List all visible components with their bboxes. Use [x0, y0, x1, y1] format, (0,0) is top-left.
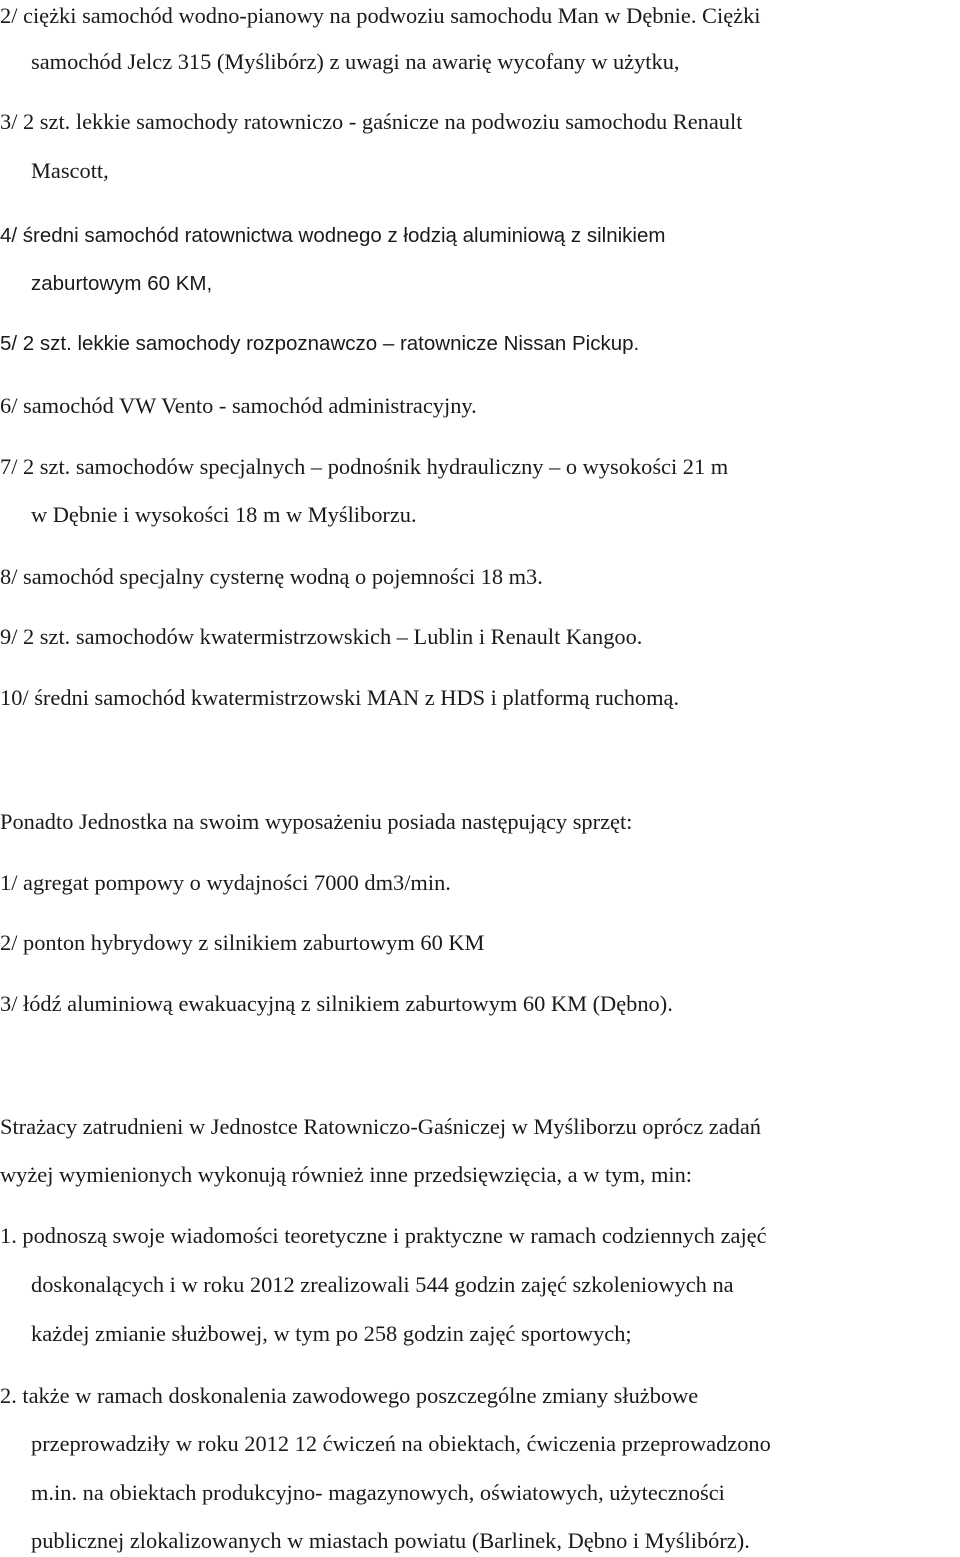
equipment-intro: Ponadto Jednostka na swoim wyposażeniu posiada następujący sprzęt: — [0, 809, 633, 834]
vehicle-item-2-line-1: 2/ ciężki samochód wodno-pianowy na podwoziu samochodu Man w Dębnie. Ciężki — [0, 3, 761, 28]
equipment-item-2: 2/ ponton hybrydowy z silnikiem zaburtowym 60 KM — [0, 930, 485, 955]
vehicle-item-3-line-1: 3/ 2 szt. lekkie samochody ratowniczo - gaśnicze na podwoziu samochodu Renault — [0, 109, 743, 134]
vehicle-item-4-line-2: zaburtowym 60 KM, — [31, 272, 213, 295]
equipment-item-3: 3/ łódź aluminiową ewakuacyjną z silnikiem zaburtowym 60 KM (Dębno). — [0, 991, 673, 1016]
activity-2-line-2: przeprowadziły w roku 2012 12 ćwiczeń na obiektach, ćwiczenia przeprowadzono — [31, 1431, 771, 1456]
activities-intro-line-1: Strażacy zatrudnieni w Jednostce Ratowniczo-Gaśniczej w Myśliborzu oprócz zadań — [0, 1114, 761, 1139]
vehicle-item-10: 10/ średni samochód kwatermistrzowski MAN z HDS i platformą ruchomą. — [0, 685, 680, 710]
activity-2-line-3: m.in. na obiektach produkcyjno- magazynowych, oświatowych, użyteczności — [31, 1480, 725, 1505]
activity-1-line-1: 1. podnoszą swoje wiadomości teoretyczne i praktyczne w ramach codziennych zajęć — [0, 1223, 767, 1248]
vehicle-item-6: 6/ samochód VW Vento - samochód administracyjny. — [0, 393, 477, 418]
equipment-item-1: 1/ agregat pompowy o wydajności 7000 dm3/min. — [0, 870, 451, 895]
vehicle-item-4-line-1: 4/ średni samochód ratownictwa wodnego z łodzią aluminiową z silnikiem — [0, 224, 666, 247]
vehicle-item-8: 8/ samochód specjalny cysternę wodną o pojemności 18 m3. — [0, 564, 543, 589]
vehicle-item-3-line-2: Mascott, — [31, 158, 109, 183]
vehicle-item-9: 9/ 2 szt. samochodów kwatermistrzowskich – Lublin i Renault Kangoo. — [0, 624, 643, 649]
vehicle-item-2-line-2: samochód Jelcz 315 (Myślibórz) z uwagi na awarię wycofany w użytku, — [31, 49, 680, 74]
activity-2-line-1: 2. także w ramach doskonalenia zawodowego poszczególne zmiany służbowe — [0, 1383, 699, 1408]
activities-intro-line-2: wyżej wymienionych wykonują również inne przedsięwzięcia, a w tym, min: — [0, 1162, 693, 1187]
activity-1-line-2: doskonalących i w roku 2012 zrealizowali 544 godzin zajęć szkoleniowych na — [31, 1272, 734, 1297]
vehicle-item-5: 5/ 2 szt. lekkie samochody rozpoznawczo – ratownicze Nissan Pickup. — [0, 332, 640, 355]
activity-2-line-4: publicznej zlokalizowanych w miastach powiatu (Barlinek, Dębno i Myślibórz). — [31, 1528, 750, 1553]
vehicle-item-7-line-1: 7/ 2 szt. samochodów specjalnych – podnośnik hydrauliczny – o wysokości 21 m — [0, 454, 729, 479]
activity-1-line-3: każdej zmianie służbowej, w tym po 258 godzin zajęć sportowych; — [31, 1321, 632, 1346]
vehicle-item-7-line-2: w Dębnie i wysokości 18 m w Myśliborzu. — [31, 502, 417, 527]
